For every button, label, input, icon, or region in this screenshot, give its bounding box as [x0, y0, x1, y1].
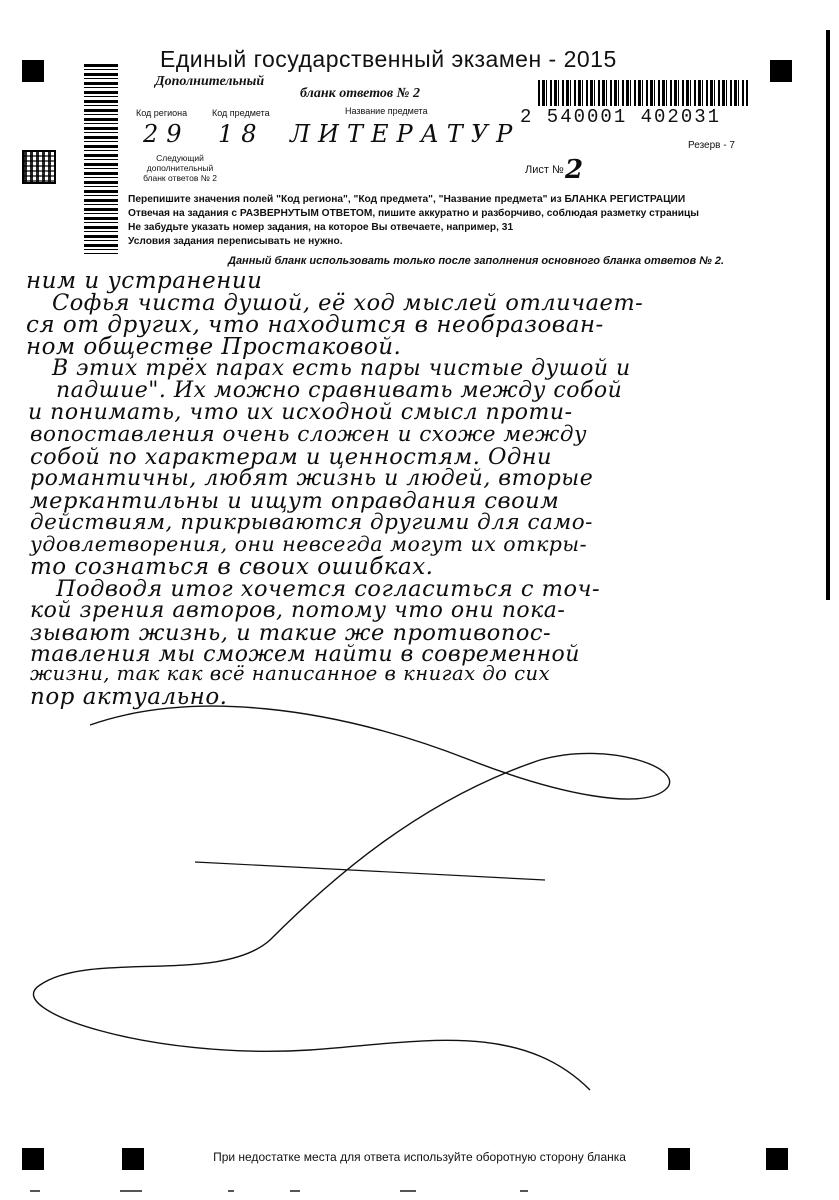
- instruction-line-3: Не забудьте указать номер задания, на которое Вы отвечаете, например, 31: [128, 222, 514, 233]
- sheet-label: Лист №: [525, 164, 564, 176]
- instruction-line-1: Перепишите значения полей "Код региона", "Код предмета", "Название предмета" из БЛАНКА РЕГИСТРАЦИИ: [128, 194, 686, 205]
- region-code-label: Код региона: [136, 108, 188, 118]
- subject-name-label: Название предмета: [345, 106, 428, 116]
- barcode-number: 2 540001 402031: [520, 106, 722, 128]
- answer-line: ном обществе Простаковой.: [26, 334, 402, 360]
- answer-line: действиям, прикрываются другими для само-: [30, 510, 593, 535]
- exam-title: Единый государственный экзамен - 2015: [160, 46, 617, 72]
- answer-line: падшие". Их можно сравнивать между собой: [56, 378, 623, 403]
- answer-line: ним и устранении: [26, 268, 263, 294]
- answer-line: меркантильны и ищут оправдания своим: [30, 488, 560, 514]
- answer-line: тавления мы сможем найти в современной: [30, 642, 580, 667]
- footer-note: При недостатке места для ответа используйте оборотную сторону бланка: [213, 1150, 626, 1164]
- answer-line: ся от других, что находится в необразован-: [26, 312, 604, 338]
- form-title-line2: бланк ответов № 2: [300, 86, 420, 101]
- answer-line: зывают жизнь, и такие же противопос-: [30, 620, 552, 646]
- answer-line: собой по характерам и ценностям. Одни: [30, 444, 553, 470]
- instruction-line-4: Условия задания переписывать не нужно.: [128, 236, 343, 247]
- answer-line: Подводя итог хочется согласиться с точ-: [56, 576, 601, 602]
- reserve-label: Резерв - 7: [688, 140, 735, 151]
- instruction-notice: Данный бланк использовать только после заполнения основного бланка ответов № 2.: [228, 255, 725, 267]
- answer-line: пор актуально.: [30, 684, 228, 710]
- answer-line: Софья чиста душой, её ход мыслей отличает-: [52, 290, 644, 316]
- next-form-label: Следующий дополнительный бланк ответов № 2: [143, 153, 217, 183]
- answer-line: удовлетворения, они невсегда могут их откры-: [30, 532, 588, 556]
- region-code-value: 29: [143, 120, 190, 148]
- answer-line: В этих трёх парах есть пары чистые душой и: [52, 356, 631, 381]
- subject-name-value: ЛИТЕРАТУР: [290, 120, 521, 148]
- answer-line: романтичны, любят жизнь и людей, вторые: [30, 466, 594, 491]
- answer-line: то сознаться в своих ошибках.: [30, 554, 434, 580]
- answer-line: жизни, так как всё написанное в книгах до сих: [30, 662, 551, 685]
- answer-line: вопоставления очень сложен и схоже между: [30, 422, 587, 447]
- strike-crossbar: [195, 862, 545, 880]
- answer-line: и понимать, что их исходной смысл проти-: [28, 400, 573, 425]
- strike-curve: [33, 706, 669, 1090]
- instruction-line-2: Отвечая на задания с РАЗВЕРНУТЫМ ОТВЕТОМ, пишите аккуратно и разборчиво, соблюдая разметку страницы: [128, 208, 699, 219]
- answer-line: кой зрения авторов, потому что они пока-: [30, 598, 566, 623]
- form-title-line1: Дополнительный: [155, 74, 265, 89]
- sheet-value: 2: [565, 155, 584, 185]
- subject-code-value: 18: [218, 120, 265, 148]
- subject-code-label: Код предмета: [212, 108, 270, 118]
